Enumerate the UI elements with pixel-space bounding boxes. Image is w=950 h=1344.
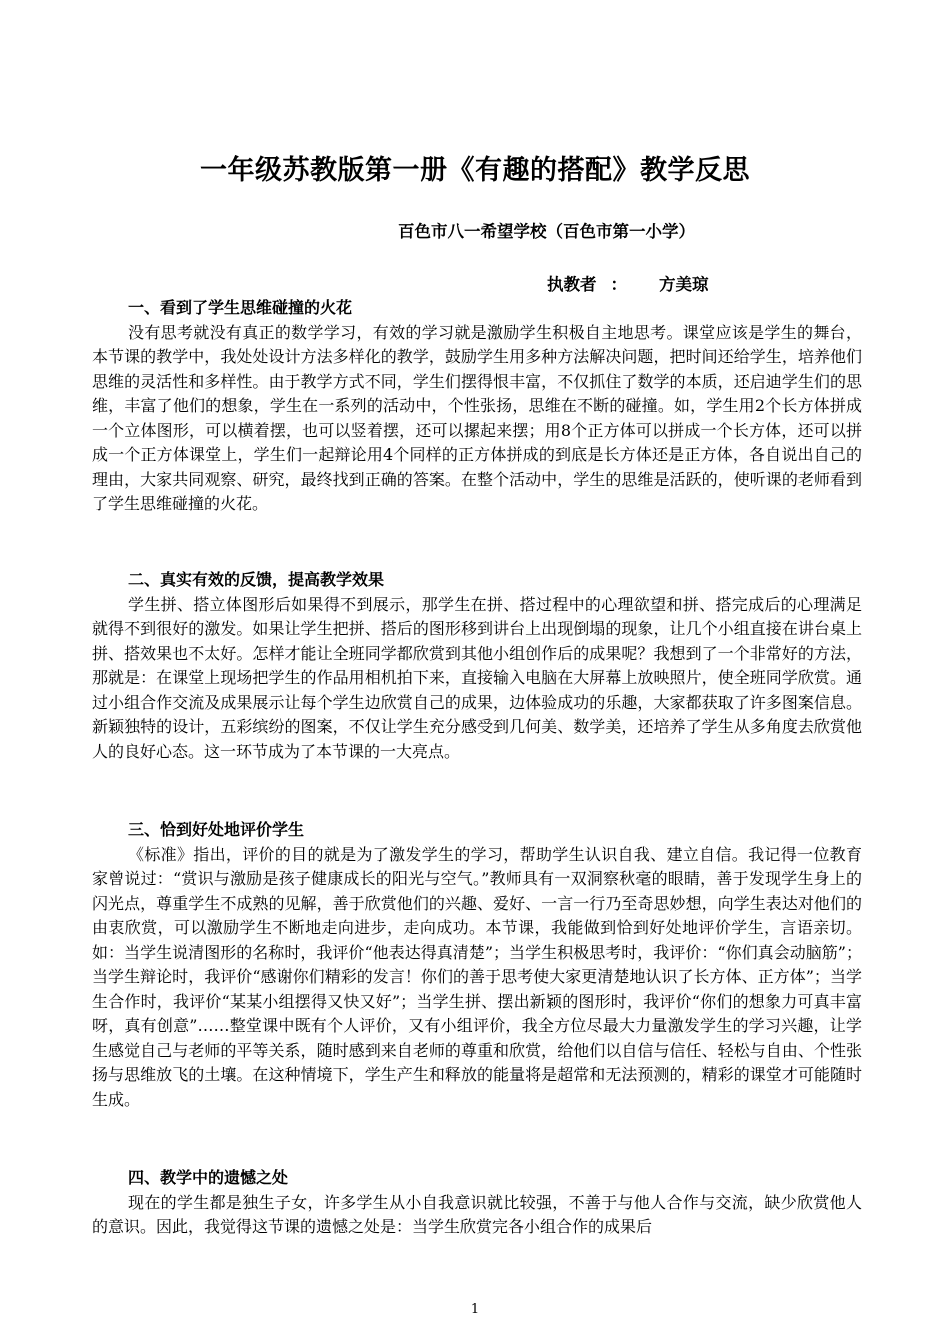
section-heading: 二、真实有效的反馈，提高教学效果 [128,570,385,589]
section-paragraph: 《标准》指出，评价的目的就是为了激发学生的学习，帮助学生认识自我、建立自信。我记得一位教育家曾说过：“赏识与激励是孩子健康成长的阳光与空气。”教师具有一双洞察秋毫的眼睛，善于发现学生身上的闪光点，尊重学生不成熟的见解，善于欣赏他们的兴趣、爱好、一言一行乃至奇思妙想，向学生表达对他们的由衷欣赏，可以激励学生不断地走向进步，走向成功。本节课，我能做到恰到好处地评价学生，言语亲切。如：当学生说清图形的名称时，我评价“他表达得真清楚”；当学生积极思考时，我评价：“你们真会动脑筋”；当学生辩论时，我评价“感谢你们精彩的发言！你们的善于思考使大家更清楚地认识了长方体、正方体”；当学生合作时，我评价“某某小组摆得又快又好”；当学生拼、摆出新颖的图形时，我评价“你们的想象力可真丰富呀，真有创意”……整堂课中既有个人评价，又有小组评价，我全方位尽最大力量激发学生的学习兴趣，让学生感觉自己与老师的平等关系，随时感到来自老师的尊重和欣赏，给他们以自信与信任、轻松与自由、个性张扬与思维放飞的土壤。在这种情境下，学生产生和释放的能量将是超常和无法预测的，精彩的课堂才可能随时生成。 [92,844,862,1109]
section-3 [92,818,862,1112]
section-paragraph: 现在的学生都是独生子女，许多学生从小自我意识就比较强，不善于与他人合作与交流，缺少欣赏他人的意识。因此，我觉得这节课的遗憾之处是：当学生欣赏完各小组合作的成果后 [92,1192,862,1236]
section-paragraph: 学生拼、搭立体图形后如果得不到展示，那学生在拼、搭过程中的心理欲望和拼、搭完成后的心理满足就得不到很好的激发。如果让学生把拼、搭后的图形移到讲台上出现倒塌的现象，让几个小组直接在讲台桌上拼、搭效果也不太好。怎样才能让全班同学都欣赏到其他小组创作后的成果呢？我想到了一个非常好的方法，那就是：在课堂上现场把学生的作品用相机拍下来，直接输入电脑在大屏幕上放映照片，使全班同学欣赏。通过小组合作交流及成果展示让每个学生边欣赏自己的成果，边体验成功的乐趣，大家都获取了许多图案信息。新颖独特的设计，五彩缤纷的图案，不仅让学生充分感受到几何美、数学美，还培养了学生从多角度去欣赏他人的良好心态。这一环节成为了本节课的一大亮点。 [92,594,862,761]
section-heading: 一、看到了学生思维碰撞的火花 [128,298,353,317]
teacher-line [547,273,709,297]
document-title: 一年级苏教版第一册《有趣的搭配》教学反思 [200,155,750,186]
section-2 [92,568,862,764]
teacher-label: 执教者 [547,275,597,294]
section-heading: 三、恰到好处地评价学生 [128,820,305,839]
teacher-colon: ： [610,275,627,294]
teacher-name: 方美琼 [659,275,709,294]
section-paragraph: 没有思考就没有真正的数学学习，有效的学习就是激励学生积极自主地思考。课堂应该是学生的舞台，本节课的教学中，我处处设计方法多样化的教学，鼓励学生用多种方法解决问题，把时间还给学生，培养他们思维的灵活性和多样性。由于教学方式不同，学生们摆得恨丰富，不仅抓住了数学的本质，还启迪学生们的思维，丰富了他们的想象，学生在一系列的活动中，个性张扬，思维在不断的碰撞。如，学生用2个长方体拼成一个立体图形，可以横着摆，也可以竖着摆，还可以摞起来摆；用8个正方体可以拼成一个长方体，还可以拼成一个正方体课堂上，学生们一起辩论用4个同样的正方体拼成的到底是长方体还是正方体，各自说出自己的理由，大家共同观察、研究，最终找到正确的答案。在整个活动中，学生的思维是活跃的，使听课的老师看到了学生思维碰撞的火花。 [92,322,862,513]
section-4 [92,1166,862,1240]
section-heading: 四、教学中的遗憾之处 [128,1168,289,1187]
section-1 [92,296,862,517]
school-name: 百色市八一希望学校（百色市第一小学） [398,222,695,241]
page-number: 1 [470,1302,480,1317]
